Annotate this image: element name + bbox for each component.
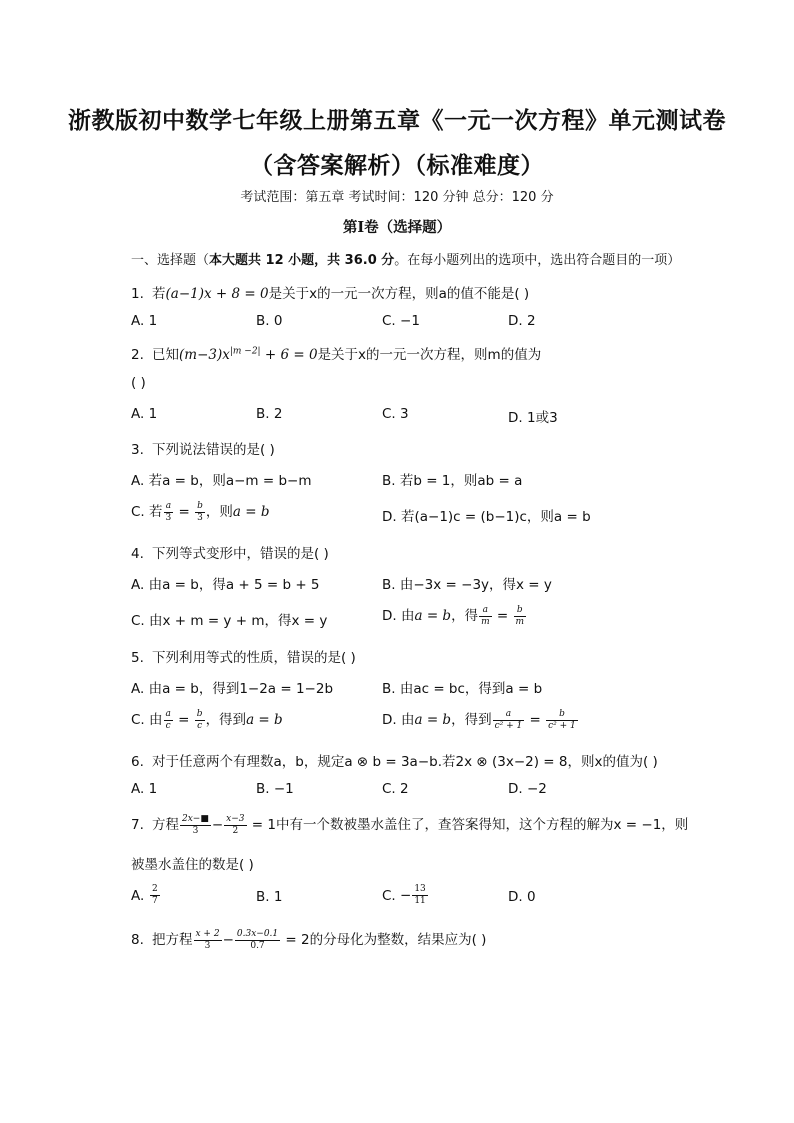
question-2: 2. 已知$(m-3)x^{|m -2|} + 6 = 0$是关于x的一元一次方程，则m的值为 <box>131 346 542 363</box>
fraction: $\frac{x + 2}{3}$ <box>195 928 220 951</box>
q7-option-d[interactable]: D. 0 <box>508 889 536 905</box>
fraction: $\frac{b}{m}$ <box>515 604 525 627</box>
q1-option-c[interactable]: C. −1 <box>382 313 420 329</box>
q3-option-b[interactable]: B. 若b = 1，则ab = a <box>382 473 523 489</box>
q6-option-d[interactable]: D. −2 <box>508 781 547 797</box>
q4-option-d[interactable]: D. 由a = b，得 $\frac{a}{m}$ = $\frac{b}{m}$ <box>382 604 525 627</box>
question-7: 7. 方程 $\frac{2x-■}{3}$ − $\frac{x-3}{2}$ = 1中有一个数被墨水盖住了，查答案得知，这个方程的解为x = −1，则 <box>131 813 689 836</box>
document-title: 浙教版初中数学七年级上册第五章《一元一次方程》单元测试卷 <box>68 107 726 134</box>
q6-option-a[interactable]: A. 1 <box>131 781 158 797</box>
q2-option-b[interactable]: B. 2 <box>256 406 283 422</box>
q7-option-a[interactable]: A. $\frac{2}{7}$ <box>131 884 158 906</box>
fraction: $\frac{x-3}{2}$ <box>226 813 245 836</box>
q4-option-c[interactable]: C. 由x + m = y + m，得x = y <box>131 613 328 629</box>
q2-option-d[interactable]: D. 1或3 <box>508 410 558 426</box>
question-2-brackets: ( ) <box>131 375 146 391</box>
section-heading: 一、选择题（本大题共 12 小题，共 36.0 分。在每小题列出的选项中，选出符合题目的一项） <box>131 253 681 268</box>
q7-option-c[interactable]: C. − $\frac{13}{11}$ <box>382 884 426 906</box>
question-5: 5. 下列利用等式的性质，错误的是( ) <box>131 650 356 666</box>
fraction: $\frac{2x-■}{3}$ <box>182 813 209 836</box>
part-heading: 第Ⅰ卷（选择题） <box>342 219 452 236</box>
question-7-line2: 被墨水盖住的数是( ) <box>131 857 254 873</box>
q4-option-a[interactable]: A. 由a = b，得a + 5 = b + 5 <box>131 577 320 593</box>
question-4: 4. 下列等式变形中，错误的是( ) <box>131 546 329 562</box>
q4-option-b[interactable]: B. 由−3x = −3y，得x = y <box>382 577 552 593</box>
exam-meta: 考试范围：第五章 考试时间：120 分钟 总分：120 分 <box>240 190 554 205</box>
q5-option-b[interactable]: B. 由ac = bc，得到a = b <box>382 681 543 697</box>
fraction: $\frac{a}{3}$ <box>165 500 172 523</box>
q3-option-d[interactable]: D. 若(a−1)c = (b−1)c，则a = b <box>382 509 591 525</box>
q2-option-a[interactable]: A. 1 <box>131 406 158 422</box>
q7-option-b[interactable]: B. 1 <box>256 889 283 905</box>
fraction: $\frac{a}{m}$ <box>481 604 490 627</box>
q2-option-c[interactable]: C. 3 <box>382 406 409 422</box>
q5-option-d[interactable]: D. 由a = b，得到 $\frac{a}{\text{c² + 1}}$ = $\frac{b}{\text{c² + 1}}$ <box>382 708 576 731</box>
fraction: $\frac{b}{c}$ <box>196 708 203 731</box>
fraction: $\frac{a}{c}$ <box>165 708 171 731</box>
q1-option-d[interactable]: D. 2 <box>508 313 536 329</box>
fraction: $\frac{0.3x-0.1}{0.7}$ <box>236 928 279 951</box>
document-subtitle: （含答案解析）（标准难度） <box>250 152 544 179</box>
equation: (a−1)x + 8 = 0 <box>165 286 269 302</box>
question-1: 1. 若(a−1)x + 8 = 0是关于x的一元一次方程，则a的值不能是( ) <box>131 286 530 302</box>
q1-option-b[interactable]: B. 0 <box>256 313 283 329</box>
question-8: 8. 把方程 $\frac{x + 2}{3}$ − $\frac{0.3x-0.1}{0.7}$ = 2的分母化为整数，结果应为( ) <box>131 928 487 951</box>
fraction: $\frac{b}{3}$ <box>197 500 203 523</box>
fraction: $\frac{a}{\text{c² + 1}}$ <box>494 708 523 731</box>
fraction: $\frac{b}{\text{c² + 1}}$ <box>548 708 576 731</box>
question-6: 6. 对于任意两个有理数a，b，规定a ⊗ b = 3a−b.若2x ⊗ (3x−2) = 8，则x的值为( ) <box>131 754 658 770</box>
q5-option-a[interactable]: A. 由a = b，得到1−2a = 1−2b <box>131 681 334 697</box>
question-3: 3. 下列说法错误的是( ) <box>131 442 275 458</box>
q6-option-c[interactable]: C. 2 <box>382 781 409 797</box>
q3-option-a[interactable]: A. 若a = b，则a−m = b−m <box>131 473 312 489</box>
q1-option-a[interactable]: A. 1 <box>131 313 158 329</box>
q5-option-c[interactable]: C. 由 $\frac{a}{c}$ = $\frac{b}{c}$ ，得到a = b <box>131 708 283 731</box>
q6-option-b[interactable]: B. −1 <box>256 781 294 797</box>
q3-option-c[interactable]: C. 若 $\frac{a}{3}$ = $\frac{b}{3}$ ，则a = b <box>131 500 270 523</box>
